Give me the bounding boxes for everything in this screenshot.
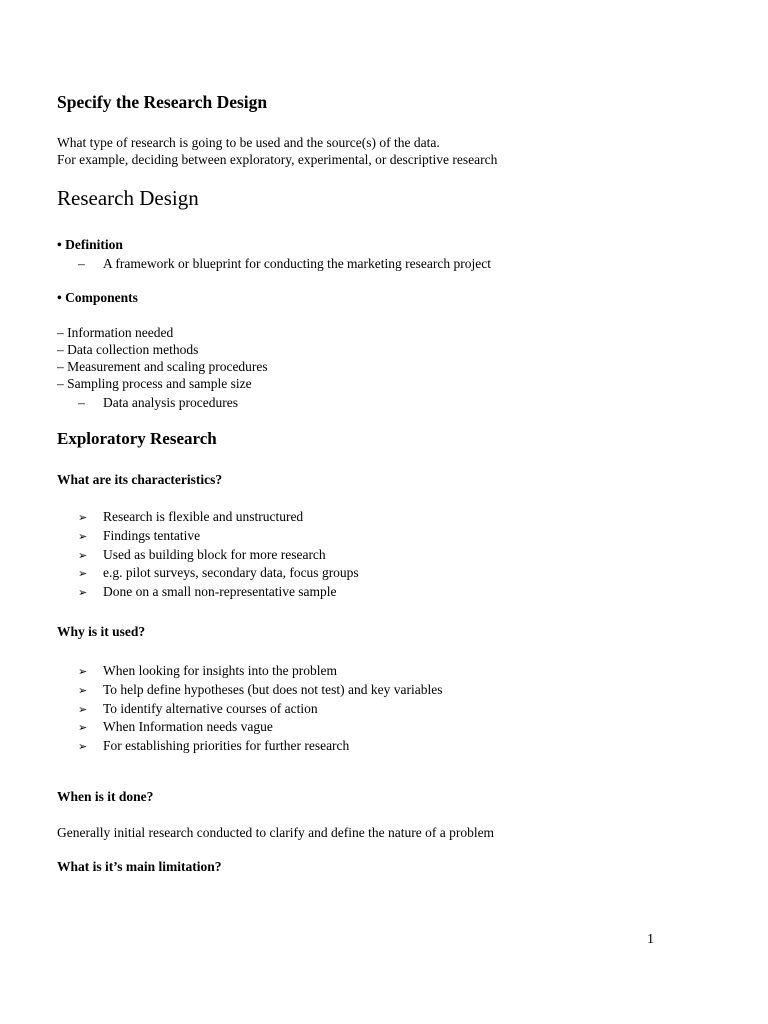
list-item	[78, 546, 359, 565]
arrow-bullet-icon: ➢	[78, 548, 88, 562]
when-done-text: Generally initial research conducted to clarify and define the nature of a problem	[57, 825, 495, 840]
dash-marker: –	[78, 256, 85, 271]
arrow-bullet-icon: ➢	[78, 683, 88, 697]
arrow-bullet-icon: ➢	[78, 721, 88, 735]
list-item-text: e.g. pilot surveys, secondary data, focus groups	[103, 565, 359, 581]
list-item-text: To help define hypotheses (but does not test) and key variables	[103, 681, 443, 697]
components-label: • Components	[57, 290, 138, 305]
arrow-bullet-icon: ➢	[78, 529, 88, 543]
definition-text: A framework or blueprint for conducting the marketing research project	[103, 256, 491, 271]
list-item-text: For establishing priorities for further research	[103, 738, 350, 754]
question-characteristics: What are its characteristics?	[57, 472, 223, 487]
question-when-done: When is it done?	[57, 789, 154, 804]
heading-exploratory-research: Exploratory Research	[57, 429, 217, 448]
definition-label: • Definition	[57, 237, 123, 252]
arrow-bullet-icon: ➢	[78, 511, 88, 524]
last-component-item	[78, 394, 238, 411]
heading-research-design: Research Design	[57, 186, 199, 210]
last-component-text: Data analysis procedures	[103, 395, 238, 410]
uses-list	[78, 662, 442, 756]
list-item	[78, 718, 442, 737]
list-item: – Information needed	[57, 325, 174, 340]
dash-marker: –	[78, 395, 85, 410]
arrow-bullet-icon: ➢	[78, 665, 88, 678]
list-item	[78, 583, 359, 602]
list-item	[78, 681, 442, 700]
list-item-text: When Information needs vague	[103, 719, 273, 735]
list-item-text: Research is flexible and unstructured	[103, 509, 304, 524]
list-item-text: When looking for insights into the problem	[103, 663, 337, 678]
paragraph-line: What type of research is going to be used and the source(s) of the data.	[57, 135, 440, 150]
list-item-text: Findings tentative	[103, 527, 201, 543]
list-item: – Sampling process and sample size	[57, 376, 252, 391]
list-item	[78, 737, 442, 756]
arrow-bullet-icon: ➢	[78, 702, 88, 716]
list-item-text: Done on a small non-representative sample	[103, 584, 337, 600]
heading-specify-research-design: Specify the Research Design	[57, 92, 268, 112]
characteristics-list	[78, 508, 359, 602]
arrow-bullet-icon: ➢	[78, 567, 88, 581]
list-item	[78, 508, 359, 527]
list-item	[78, 527, 359, 546]
list-item	[78, 564, 359, 583]
components-list	[57, 324, 268, 392]
arrow-bullet-icon: ➢	[78, 586, 88, 600]
list-item	[78, 700, 442, 719]
question-main-limitation: What is it’s main limitation?	[57, 859, 222, 874]
paragraph-line: For example, deciding between exploratory, experimental, or descriptive research	[57, 152, 498, 167]
definition-item	[78, 255, 491, 272]
arrow-bullet-icon: ➢	[78, 740, 88, 754]
list-item: – Measurement and scaling procedures	[57, 359, 268, 374]
question-why-used: Why is it used?	[57, 624, 146, 639]
list-item-text: Used as building block for more research	[103, 546, 326, 562]
list-item-text: To identify alternative courses of action	[103, 700, 318, 716]
page-number: 1	[647, 932, 654, 947]
list-item: – Data collection methods	[57, 342, 199, 357]
list-item	[78, 662, 442, 681]
